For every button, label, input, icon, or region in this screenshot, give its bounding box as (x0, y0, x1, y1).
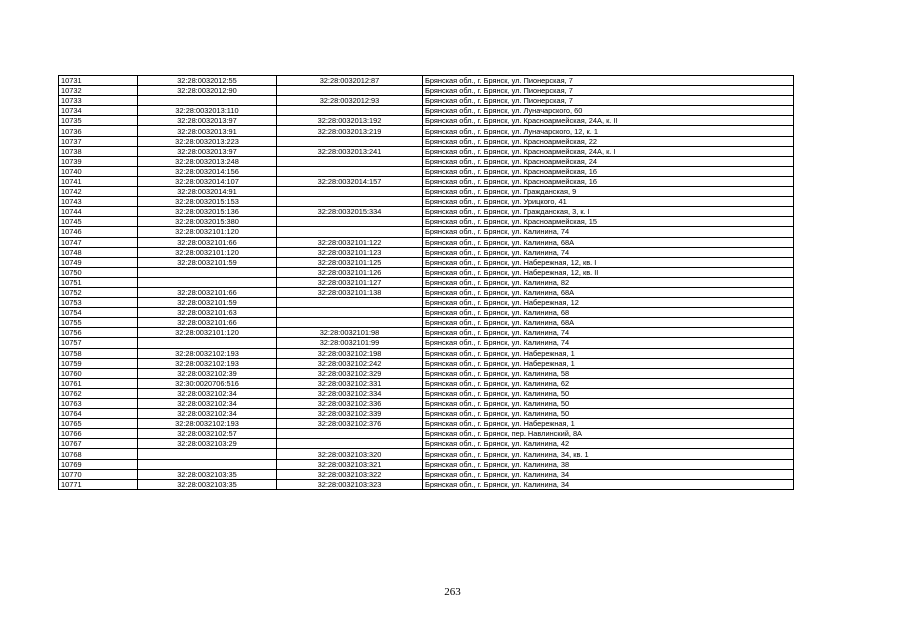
row-number-cell: 10735 (59, 116, 138, 126)
row-number-cell: 10750 (59, 267, 138, 277)
cadastral-number-cell: 32:28:0032015:136 (138, 207, 277, 217)
row-number-cell: 10742 (59, 187, 138, 197)
row-number-cell: 10768 (59, 449, 138, 459)
linked-cadastral-number-cell: 32:28:0032103:322 (277, 469, 423, 479)
cadastral-number-cell: 32:28:0032101:66 (138, 318, 277, 328)
table-row (59, 207, 794, 217)
cadastral-number-cell: 32:28:0032013:97 (138, 116, 277, 126)
table-row (59, 388, 794, 398)
row-number-cell: 10745 (59, 217, 138, 227)
address-cell: Брянская обл., г. Брянск, ул. Калинина, 42 (423, 439, 794, 449)
cadastral-number-cell: 32:28:0032013:110 (138, 106, 277, 116)
linked-cadastral-number-cell: 32:28:0032102:336 (277, 399, 423, 409)
address-cell: Брянская обл., г. Брянск, ул. Калинина, 38 (423, 459, 794, 469)
cadastral-number-cell: 32:28:0032102:34 (138, 399, 277, 409)
row-number-cell: 10759 (59, 358, 138, 368)
address-cell: Брянская обл., г. Брянск, ул. Набережная, 1 (423, 348, 794, 358)
address-cell: Брянская обл., г. Брянск, ул. Калинина, 68А (423, 287, 794, 297)
row-number-cell: 10762 (59, 388, 138, 398)
linked-cadastral-number-cell: 32:28:0032013:219 (277, 126, 423, 136)
linked-cadastral-number-cell: 32:28:0032013:241 (277, 146, 423, 156)
address-cell: Брянская обл., г. Брянск, ул. Красноармейская, 24А, к. II (423, 116, 794, 126)
row-number-cell: 10740 (59, 166, 138, 176)
linked-cadastral-number-cell: 32:28:0032101:138 (277, 287, 423, 297)
table-row (59, 86, 794, 96)
address-cell: Брянская обл., г. Брянск, ул. Набережная, 12 (423, 298, 794, 308)
linked-cadastral-number-cell: 32:28:0032101:126 (277, 267, 423, 277)
linked-cadastral-number-cell: 32:28:0032103:320 (277, 449, 423, 459)
table-row (59, 308, 794, 318)
address-cell: Брянская обл., г. Брянск, ул. Красноармейская, 24А, к. I (423, 146, 794, 156)
cadastral-number-cell: 32:28:0032014:107 (138, 176, 277, 186)
linked-cadastral-number-cell: 32:28:0032103:321 (277, 459, 423, 469)
linked-cadastral-number-cell: 32:28:0032014:157 (277, 176, 423, 186)
cadastral-number-cell: 32:28:0032101:63 (138, 308, 277, 318)
table-row (59, 338, 794, 348)
address-cell: Брянская обл., г. Брянск, ул. Гражданская, 9 (423, 187, 794, 197)
linked-cadastral-number-cell: 32:28:0032101:125 (277, 257, 423, 267)
table-row (59, 217, 794, 227)
cadastral-number-cell (138, 267, 277, 277)
cadastral-number-cell (138, 449, 277, 459)
linked-cadastral-number-cell (277, 187, 423, 197)
table-row (59, 429, 794, 439)
row-number-cell: 10746 (59, 227, 138, 237)
address-cell: Брянская обл., г. Брянск, ул. Набережная, 1 (423, 358, 794, 368)
linked-cadastral-number-cell: 32:28:0032102:334 (277, 388, 423, 398)
table-row (59, 126, 794, 136)
row-number-cell: 10765 (59, 419, 138, 429)
cadastral-number-cell: 32:28:0032101:59 (138, 257, 277, 267)
address-cell: Брянская обл., г. Брянск, ул. Красноармейская, 24 (423, 156, 794, 166)
row-number-cell: 10743 (59, 197, 138, 207)
table-row (59, 277, 794, 287)
row-number-cell: 10732 (59, 86, 138, 96)
table-row (59, 116, 794, 126)
linked-cadastral-number-cell: 32:28:0032101:123 (277, 247, 423, 257)
row-number-cell: 10755 (59, 318, 138, 328)
page-number: 263 (444, 586, 461, 598)
property-registry-table (58, 75, 794, 490)
cadastral-number-cell: 32:28:0032101:120 (138, 247, 277, 257)
row-number-cell: 10734 (59, 106, 138, 116)
cadastral-number-cell: 32:28:0032102:193 (138, 358, 277, 368)
linked-cadastral-number-cell: 32:28:0032102:376 (277, 419, 423, 429)
row-number-cell: 10758 (59, 348, 138, 358)
linked-cadastral-number-cell (277, 308, 423, 318)
table-row (59, 348, 794, 358)
table-row (59, 247, 794, 257)
address-cell: Брянская обл., г. Брянск, ул. Гражданская, 3, к. I (423, 207, 794, 217)
cadastral-number-cell (138, 96, 277, 106)
row-number-cell: 10754 (59, 308, 138, 318)
cadastral-number-cell: 32:28:0032102:34 (138, 388, 277, 398)
row-number-cell: 10748 (59, 247, 138, 257)
row-number-cell: 10737 (59, 136, 138, 146)
address-cell: Брянская обл., г. Брянск, ул. Калинина, 68 (423, 308, 794, 318)
row-number-cell: 10747 (59, 237, 138, 247)
table-row (59, 409, 794, 419)
registry-table-body (59, 76, 794, 490)
table-row (59, 419, 794, 429)
table-row (59, 267, 794, 277)
row-number-cell: 10753 (59, 298, 138, 308)
table-row (59, 358, 794, 368)
cadastral-number-cell: 32:28:0032101:59 (138, 298, 277, 308)
address-cell: Брянская обл., г. Брянск, ул. Калинина, 50 (423, 388, 794, 398)
cadastral-number-cell (138, 277, 277, 287)
table-row (59, 197, 794, 207)
address-cell: Брянская обл., г. Брянск, ул. Набережная, 1 (423, 419, 794, 429)
table-row (59, 96, 794, 106)
address-cell: Брянская обл., г. Брянск, ул. Красноармейская, 16 (423, 166, 794, 176)
row-number-cell: 10766 (59, 429, 138, 439)
row-number-cell: 10770 (59, 469, 138, 479)
row-number-cell: 10771 (59, 479, 138, 489)
table-row (59, 166, 794, 176)
row-number-cell: 10731 (59, 76, 138, 86)
address-cell: Брянская обл., г. Брянск, ул. Набережная, 12, кв. II (423, 267, 794, 277)
linked-cadastral-number-cell (277, 136, 423, 146)
cadastral-number-cell: 32:28:0032101:120 (138, 328, 277, 338)
linked-cadastral-number-cell (277, 156, 423, 166)
linked-cadastral-number-cell: 32:28:0032101:99 (277, 338, 423, 348)
linked-cadastral-number-cell: 32:28:0032101:127 (277, 277, 423, 287)
row-number-cell: 10752 (59, 287, 138, 297)
address-cell: Брянская обл., г. Брянск, ул. Калинина, 58 (423, 368, 794, 378)
address-cell: Брянская обл., г. Брянск, ул. Калинина, 74 (423, 227, 794, 237)
table-row (59, 399, 794, 409)
cadastral-number-cell: 32:28:0032102:34 (138, 409, 277, 419)
row-number-cell: 10761 (59, 378, 138, 388)
cadastral-number-cell: 32:28:0032103:35 (138, 479, 277, 489)
linked-cadastral-number-cell: 32:28:0032015:334 (277, 207, 423, 217)
table-row (59, 287, 794, 297)
address-cell: Брянская обл., г. Брянск, ул. Калинина, 50 (423, 409, 794, 419)
address-cell: Брянская обл., г. Брянск, ул. Калинина, 68А (423, 318, 794, 328)
cadastral-number-cell: 32:28:0032102:193 (138, 348, 277, 358)
cadastral-number-cell: 32:28:0032102:193 (138, 419, 277, 429)
row-number-cell: 10756 (59, 328, 138, 338)
table-row (59, 459, 794, 469)
table-row (59, 106, 794, 116)
cadastral-number-cell: 32:28:0032103:35 (138, 469, 277, 479)
row-number-cell: 10767 (59, 439, 138, 449)
table-row (59, 176, 794, 186)
row-number-cell: 10769 (59, 459, 138, 469)
table-row (59, 328, 794, 338)
table-row (59, 136, 794, 146)
table-row (59, 449, 794, 459)
cadastral-number-cell: 32:28:0032014:156 (138, 166, 277, 176)
cadastral-number-cell: 32:28:0032014:91 (138, 187, 277, 197)
address-cell: Брянская обл., г. Брянск, ул. Калинина, 74 (423, 338, 794, 348)
address-cell: Брянская обл., г. Брянск, ул. Калинина, 68А (423, 237, 794, 247)
table-row (59, 237, 794, 247)
cadastral-number-cell: 32:28:0032103:29 (138, 439, 277, 449)
linked-cadastral-number-cell: 32:28:0032103:323 (277, 479, 423, 489)
linked-cadastral-number-cell: 32:28:0032102:198 (277, 348, 423, 358)
linked-cadastral-number-cell (277, 217, 423, 227)
cadastral-number-cell: 32:28:0032012:90 (138, 86, 277, 96)
table-row (59, 146, 794, 156)
address-cell: Брянская обл., г. Брянск, ул. Пионерская, 7 (423, 86, 794, 96)
address-cell: Брянская обл., г. Брянск, ул. Набережная, 12, кв. I (423, 257, 794, 267)
cadastral-number-cell: 32:28:0032013:91 (138, 126, 277, 136)
table-row (59, 439, 794, 449)
cadastral-number-cell: 32:28:0032015:380 (138, 217, 277, 227)
linked-cadastral-number-cell (277, 298, 423, 308)
table-row (59, 298, 794, 308)
table-row (59, 318, 794, 328)
cadastral-number-cell: 32:30:0020706:516 (138, 378, 277, 388)
address-cell: Брянская обл., г. Брянск, ул. Луначарского, 12, к. 1 (423, 126, 794, 136)
cadastral-number-cell: 32:28:0032013:248 (138, 156, 277, 166)
address-cell: Брянская обл., г. Брянск, ул. Красноармейская, 22 (423, 136, 794, 146)
row-number-cell: 10751 (59, 277, 138, 287)
table-row (59, 76, 794, 86)
cadastral-number-cell: 32:28:0032013:223 (138, 136, 277, 146)
cadastral-number-cell: 32:28:0032101:120 (138, 227, 277, 237)
row-number-cell: 10736 (59, 126, 138, 136)
row-number-cell: 10749 (59, 257, 138, 267)
table-row (59, 187, 794, 197)
linked-cadastral-number-cell (277, 318, 423, 328)
address-cell: Брянская обл., г. Брянск, ул. Калинина, 82 (423, 277, 794, 287)
address-cell: Брянская обл., г. Брянск, ул. Калинина, 74 (423, 247, 794, 257)
address-cell: Брянская обл., г. Брянск, пер. Навлинский, 8А (423, 429, 794, 439)
cadastral-number-cell: 32:28:0032101:66 (138, 237, 277, 247)
table-row (59, 469, 794, 479)
cadastral-number-cell: 32:28:0032012:55 (138, 76, 277, 86)
table-row (59, 368, 794, 378)
cadastral-number-cell: 32:28:0032101:66 (138, 287, 277, 297)
linked-cadastral-number-cell (277, 166, 423, 176)
cadastral-number-cell (138, 459, 277, 469)
linked-cadastral-number-cell (277, 439, 423, 449)
linked-cadastral-number-cell: 32:28:0032012:93 (277, 96, 423, 106)
address-cell: Брянская обл., г. Брянск, ул. Калинина, 34 (423, 469, 794, 479)
linked-cadastral-number-cell: 32:28:0032102:339 (277, 409, 423, 419)
row-number-cell: 10744 (59, 207, 138, 217)
linked-cadastral-number-cell (277, 106, 423, 116)
address-cell: Брянская обл., г. Брянск, ул. Калинина, 74 (423, 328, 794, 338)
row-number-cell: 10739 (59, 156, 138, 166)
row-number-cell: 10760 (59, 368, 138, 378)
row-number-cell: 10741 (59, 176, 138, 186)
linked-cadastral-number-cell: 32:28:0032101:122 (277, 237, 423, 247)
linked-cadastral-number-cell: 32:28:0032102:329 (277, 368, 423, 378)
linked-cadastral-number-cell (277, 197, 423, 207)
address-cell: Брянская обл., г. Брянск, ул. Красноармейская, 15 (423, 217, 794, 227)
address-cell: Брянская обл., г. Брянск, ул. Пионерская, 7 (423, 96, 794, 106)
table-row (59, 378, 794, 388)
address-cell: Брянская обл., г. Брянск, ул. Пионерская, 7 (423, 76, 794, 86)
linked-cadastral-number-cell (277, 227, 423, 237)
linked-cadastral-number-cell: 32:28:0032101:98 (277, 328, 423, 338)
table-row (59, 257, 794, 267)
row-number-cell: 10733 (59, 96, 138, 106)
address-cell: Брянская обл., г. Брянск, ул. Урицкого, 41 (423, 197, 794, 207)
address-cell: Брянская обл., г. Брянск, ул. Луначарского, 60 (423, 106, 794, 116)
linked-cadastral-number-cell: 32:28:0032102:331 (277, 378, 423, 388)
row-number-cell: 10738 (59, 146, 138, 156)
address-cell: Брянская обл., г. Брянск, ул. Калинина, 34 (423, 479, 794, 489)
linked-cadastral-number-cell: 32:28:0032012:87 (277, 76, 423, 86)
table-row (59, 156, 794, 166)
row-number-cell: 10757 (59, 338, 138, 348)
address-cell: Брянская обл., г. Брянск, ул. Калинина, 62 (423, 378, 794, 388)
cadastral-number-cell: 32:28:0032102:39 (138, 368, 277, 378)
cadastral-number-cell: 32:28:0032013:97 (138, 146, 277, 156)
address-cell: Брянская обл., г. Брянск, ул. Красноармейская, 16 (423, 176, 794, 186)
linked-cadastral-number-cell: 32:28:0032102:242 (277, 358, 423, 368)
cadastral-number-cell (138, 338, 277, 348)
linked-cadastral-number-cell (277, 429, 423, 439)
table-row (59, 479, 794, 489)
cadastral-number-cell: 32:28:0032102:57 (138, 429, 277, 439)
address-cell: Брянская обл., г. Брянск, ул. Калинина, 50 (423, 399, 794, 409)
linked-cadastral-number-cell (277, 86, 423, 96)
linked-cadastral-number-cell: 32:28:0032013:192 (277, 116, 423, 126)
row-number-cell: 10764 (59, 409, 138, 419)
address-cell: Брянская обл., г. Брянск, ул. Калинина, 34, кв. 1 (423, 449, 794, 459)
cadastral-number-cell: 32:28:0032015:153 (138, 197, 277, 207)
table-row (59, 227, 794, 237)
row-number-cell: 10763 (59, 399, 138, 409)
